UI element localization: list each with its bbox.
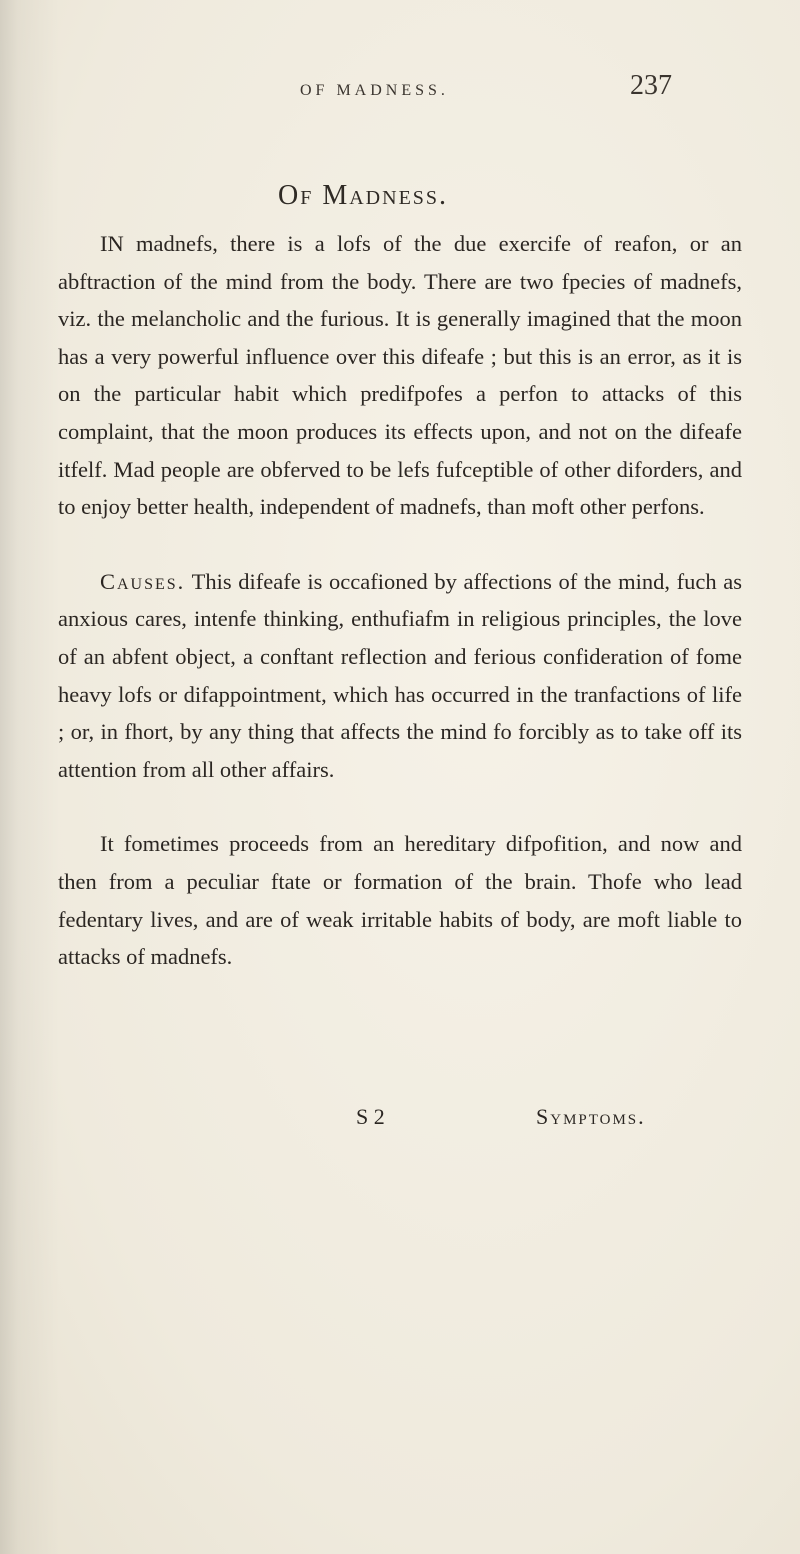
section-heading-causes: Causes. [100,568,186,594]
page-footer [58,1104,742,1140]
running-head: OF MADNESS. [300,82,449,99]
paragraph-2-text: This difeafe is occafioned by affections of the mind, fuch as anxious cares, intenfe thinking, enthufiafm in religious principles, the love of an abfent object, a conftant reflection and ferious confideration of fome heavy lofs or difappointment, which has occurred in the tranfactions of life ; or, in fhort, by any thing that affects the mind fo forcibly as to take off its attention from all other affairs. [58,568,742,782]
paragraph-1-text: IN madnefs, there is a lofs of the due exercife of reafon, or an abftraction of the mind from the body. There are two fpecies of madnefs, viz. the melancholic and the furious. It is generally imagined that the moon has a very powerful influence over this difeafe ; but this is an error, as it is on the particular habit which predifpofes a perfon to attacks of this complaint, that the moon produces its effects upon, and not on the difeafe itfelf. Mad people are obferved to be lefs fufceptible of other diforders, and to enjoy better health, independent of madnefs, than moft other perfons. [58,231,742,520]
chapter-title: Of Madness. [278,180,449,211]
page-number: 237 [630,70,672,101]
paragraph-3 [58,825,742,975]
paragraph-1 [58,225,742,526]
paragraph-2 [58,563,742,789]
body-text [58,225,742,976]
paragraph-3-text: It fometimes proceeds from an hereditary difpofition, and now and then from a peculiar ftate or formation of the brain. Thofe who lead fedentary lives, and are of weak irritable habits of body, are moft liable to attacks of madnefs. [58,831,742,970]
signature-mark: S 2 [356,1104,385,1129]
catchword: Symptoms. [536,1104,646,1129]
